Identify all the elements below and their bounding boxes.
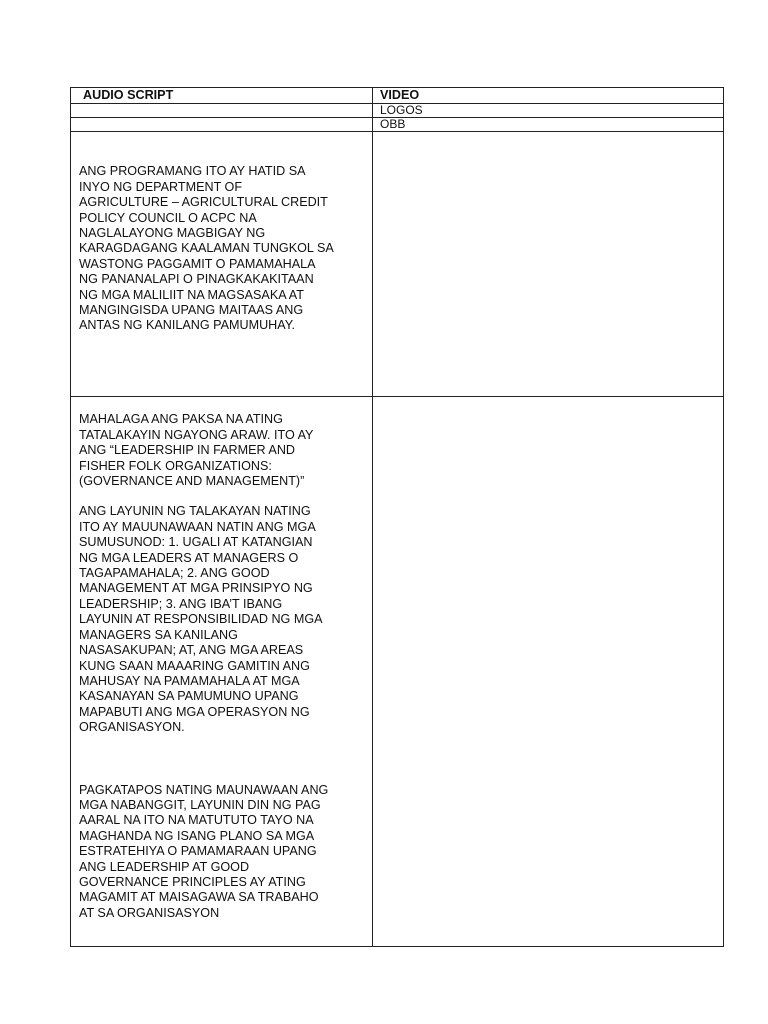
table-header-row: [71, 88, 724, 104]
video-header: VIDEO: [373, 88, 724, 104]
audio-cell-intro: [71, 132, 373, 397]
audio-cell: [71, 118, 373, 132]
table-row: [71, 118, 724, 132]
audio-cell: [71, 104, 373, 118]
table-row: [71, 132, 724, 397]
video-cell: [373, 397, 724, 947]
objectives-paragraph: ANG LAYUNIN NG TALAKAYAN NATING ITO AY MAUUNAWAAN NATIN ANG MGA SUMUSUNOD: 1. UGALI AT KATANGIAN NG MGA LEADERS AT MANAGERS O TAGAPAMAHALA; 2. ANG GOOD MANAGEMENT AT MGA PRINSIPYO NG LEADERSHIP; 3. ANG IBA’T IBANG LAYUNIN AT RESPONSIBILIDAD NG MGA MANAGERS SA KANILANG NASASAKUPAN; AT, ANG MGA AREAS KUNG SAAN MAAARING GAMITIN ANG MAHUSAY NA PAMAMAHALA AT MGA KASANAYAN SA PAMUMUNO UPANG MAPABUTI ANG MGA OPERASYON NG ORGANISASYON.: [79, 504, 323, 735]
video-cell-logos: LOGOS: [373, 104, 724, 118]
audio-script-header: AUDIO SCRIPT: [71, 88, 373, 104]
topic-paragraph: MAHALAGA ANG PAKSA NA ATING TATALAKAYIN NGAYONG ARAW. ITO AY ANG “LEADERSHIP IN FARMER AND FISHER FOLK ORGANIZATIONS: (GOVERNANCE AND MANAGEMENT)”: [79, 412, 314, 489]
closing-paragraph: PAGKATAPOS NATING MAUNAWAAN ANG MGA NABANGGIT, LAYUNIN DIN NG PAG AARAL NA ITO NA MATUTUTO TAYO NA MAGHANDA NG ISANG PLANO SA MGA ESTRATEHIYA O PAMAMARAAN UPANG ANG LEADERSHIP AT GOOD GOVERNANCE PRINCIPLES AY ATING MAGAMIT AT MAISAGAWA SA TRABAHO AT SA ORGANISASYON: [79, 782, 329, 920]
video-cell: [373, 132, 724, 397]
table-row: [71, 397, 724, 947]
script-table: [70, 87, 724, 947]
audio-cell-topic: [71, 397, 373, 947]
video-cell-obb: OBB: [373, 118, 724, 132]
table-row: [71, 104, 724, 118]
intro-paragraph: ANG PROGRAMANG ITO AY HATID SA INYO NG DEPARTMENT OF AGRICULTURE – AGRICULTURAL CREDIT POLICY COUNCIL O ACPC NA NAGLALAYONG MAGBIGAY NG KARAGDAGANG KAALAMAN TUNGKOL SA WASTONG PAGGAMIT O PAMAMAHALA NG PANANALAPI O PINAGKAKAKITAAN NG MGA MALILIIT NA MAGSASAKA AT MANGINGISDA UPANG MAITAAS ANG ANTAS NG KANILANG PAMUMUHAY.: [79, 164, 334, 333]
